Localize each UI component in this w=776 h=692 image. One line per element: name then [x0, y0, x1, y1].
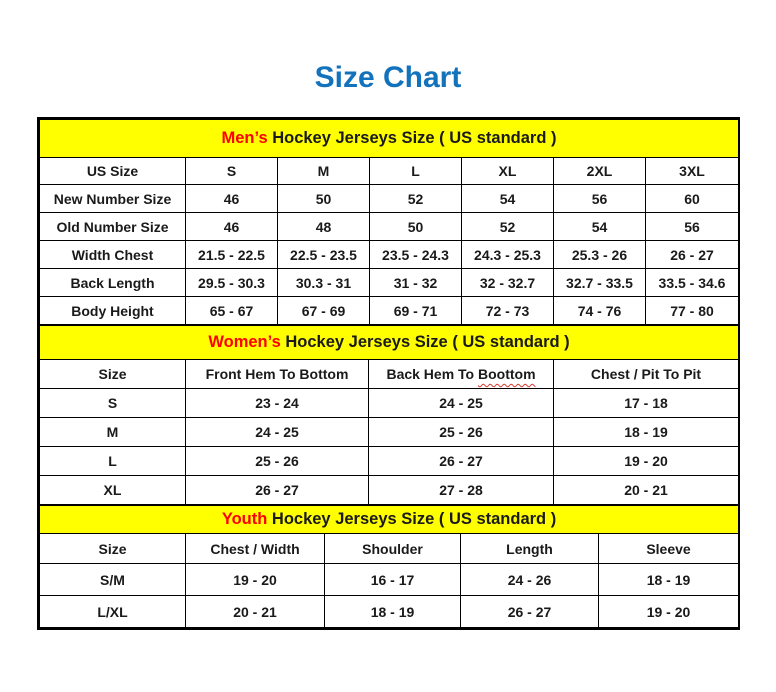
column-header-cell: Back Hem To Boottom [369, 360, 554, 389]
column-header-cell: Chest / Width [186, 534, 325, 564]
data-cell: 50 [278, 185, 370, 213]
data-cell: 54 [462, 185, 554, 213]
data-cell: 16 - 17 [325, 564, 461, 596]
data-cell: 32.7 - 33.5 [554, 269, 646, 297]
youth-section-title-highlight: Youth [221, 510, 268, 528]
row-header-cell: S [40, 389, 186, 418]
table-row [40, 213, 739, 241]
table-row [40, 241, 739, 269]
data-cell: 23.5 - 24.3 [370, 241, 462, 269]
womens-size-table [39, 325, 739, 505]
table-row [40, 476, 739, 505]
data-cell: 54 [554, 213, 646, 241]
data-cell: 33.5 - 34.6 [646, 269, 739, 297]
row-header-cell: Body Height [40, 297, 186, 325]
table-row [40, 418, 739, 447]
data-cell: 31 - 32 [370, 269, 462, 297]
data-cell: 18 - 19 [599, 564, 739, 596]
data-cell: 56 [554, 185, 646, 213]
column-header-cell: M [278, 158, 370, 185]
misspelled-word: Boottom [478, 366, 536, 382]
womens-section-title-text: Hockey Jerseys Size ( US standard ) [280, 333, 570, 351]
data-cell: 52 [462, 213, 554, 241]
row-header-cell: L/XL [40, 596, 186, 628]
data-cell: 67 - 69 [278, 297, 370, 325]
column-header-cell: S [186, 158, 278, 185]
womens-section-title [40, 326, 739, 360]
column-header-cell: L [370, 158, 462, 185]
data-cell: 32 - 32.7 [462, 269, 554, 297]
data-cell: 26 - 27 [646, 241, 739, 269]
data-cell: 50 [370, 213, 462, 241]
data-cell: 20 - 21 [554, 476, 739, 505]
table-row [40, 297, 739, 325]
mens-section-title-highlight: Men’s [221, 129, 268, 147]
data-cell: 65 - 67 [186, 297, 278, 325]
youth-section-title [40, 506, 739, 534]
data-cell: 24 - 25 [369, 389, 554, 418]
column-header-cell: Size [40, 360, 186, 389]
row-header-cell: S/M [40, 564, 186, 596]
table-row [40, 447, 739, 476]
column-header-cell: Chest / Pit To Pit [554, 360, 739, 389]
data-cell: 19 - 20 [186, 564, 325, 596]
column-header-cell: XL [462, 158, 554, 185]
data-cell: 24.3 - 25.3 [462, 241, 554, 269]
data-cell: 48 [278, 213, 370, 241]
data-cell: 52 [370, 185, 462, 213]
data-cell: 18 - 19 [554, 418, 739, 447]
data-cell: 74 - 76 [554, 297, 646, 325]
size-chart [37, 117, 740, 630]
column-header-cell: 3XL [646, 158, 739, 185]
table-row [40, 596, 739, 628]
column-header-cell: Front Hem To Bottom [186, 360, 369, 389]
row-header-cell: Width Chest [40, 241, 186, 269]
data-cell: 24 - 26 [461, 564, 599, 596]
table-row [40, 564, 739, 596]
data-cell: 20 - 21 [186, 596, 325, 628]
column-header-cell: US Size [40, 158, 186, 185]
row-header-cell: New Number Size [40, 185, 186, 213]
column-header-cell: Size [40, 534, 186, 564]
row-header-cell: Back Length [40, 269, 186, 297]
data-cell: 29.5 - 30.3 [186, 269, 278, 297]
row-header-cell: L [40, 447, 186, 476]
row-header-cell: XL [40, 476, 186, 505]
row-header-cell: M [40, 418, 186, 447]
data-cell: 22.5 - 23.5 [278, 241, 370, 269]
womens-section-title-highlight: Women’s [208, 333, 281, 351]
data-cell: 24 - 25 [186, 418, 369, 447]
table-row [40, 185, 739, 213]
mens-section-title [40, 120, 739, 158]
table-row [40, 389, 739, 418]
column-header-cell: Length [461, 534, 599, 564]
data-cell: 17 - 18 [554, 389, 739, 418]
data-cell: 69 - 71 [370, 297, 462, 325]
column-header-cell: Sleeve [599, 534, 739, 564]
data-cell: 77 - 80 [646, 297, 739, 325]
mens-section-title-text: Hockey Jerseys Size ( US standard ) [267, 129, 557, 147]
data-cell: 30.3 - 31 [278, 269, 370, 297]
data-cell: 25.3 - 26 [554, 241, 646, 269]
data-cell: 25 - 26 [369, 418, 554, 447]
data-cell: 46 [186, 185, 278, 213]
youth-size-table [39, 505, 739, 628]
page-title: Size Chart [314, 61, 462, 94]
mens-size-table [39, 119, 739, 325]
column-header-cell: 2XL [554, 158, 646, 185]
data-cell: 21.5 - 22.5 [186, 241, 278, 269]
data-cell: 26 - 27 [186, 476, 369, 505]
mens-header-row [40, 158, 739, 185]
youth-section-title-text: Hockey Jerseys Size ( US standard ) [267, 510, 557, 528]
womens-header-row [40, 360, 739, 389]
data-cell: 19 - 20 [554, 447, 739, 476]
row-header-cell: Old Number Size [40, 213, 186, 241]
table-row [40, 269, 739, 297]
column-header-cell: Shoulder [325, 534, 461, 564]
data-cell: 25 - 26 [186, 447, 369, 476]
youth-header-row [40, 534, 739, 564]
data-cell: 23 - 24 [186, 389, 369, 418]
data-cell: 26 - 27 [369, 447, 554, 476]
data-cell: 18 - 19 [325, 596, 461, 628]
data-cell: 26 - 27 [461, 596, 599, 628]
data-cell: 72 - 73 [462, 297, 554, 325]
data-cell: 60 [646, 185, 739, 213]
data-cell: 27 - 28 [369, 476, 554, 505]
data-cell: 19 - 20 [599, 596, 739, 628]
data-cell: 56 [646, 213, 739, 241]
data-cell: 46 [186, 213, 278, 241]
